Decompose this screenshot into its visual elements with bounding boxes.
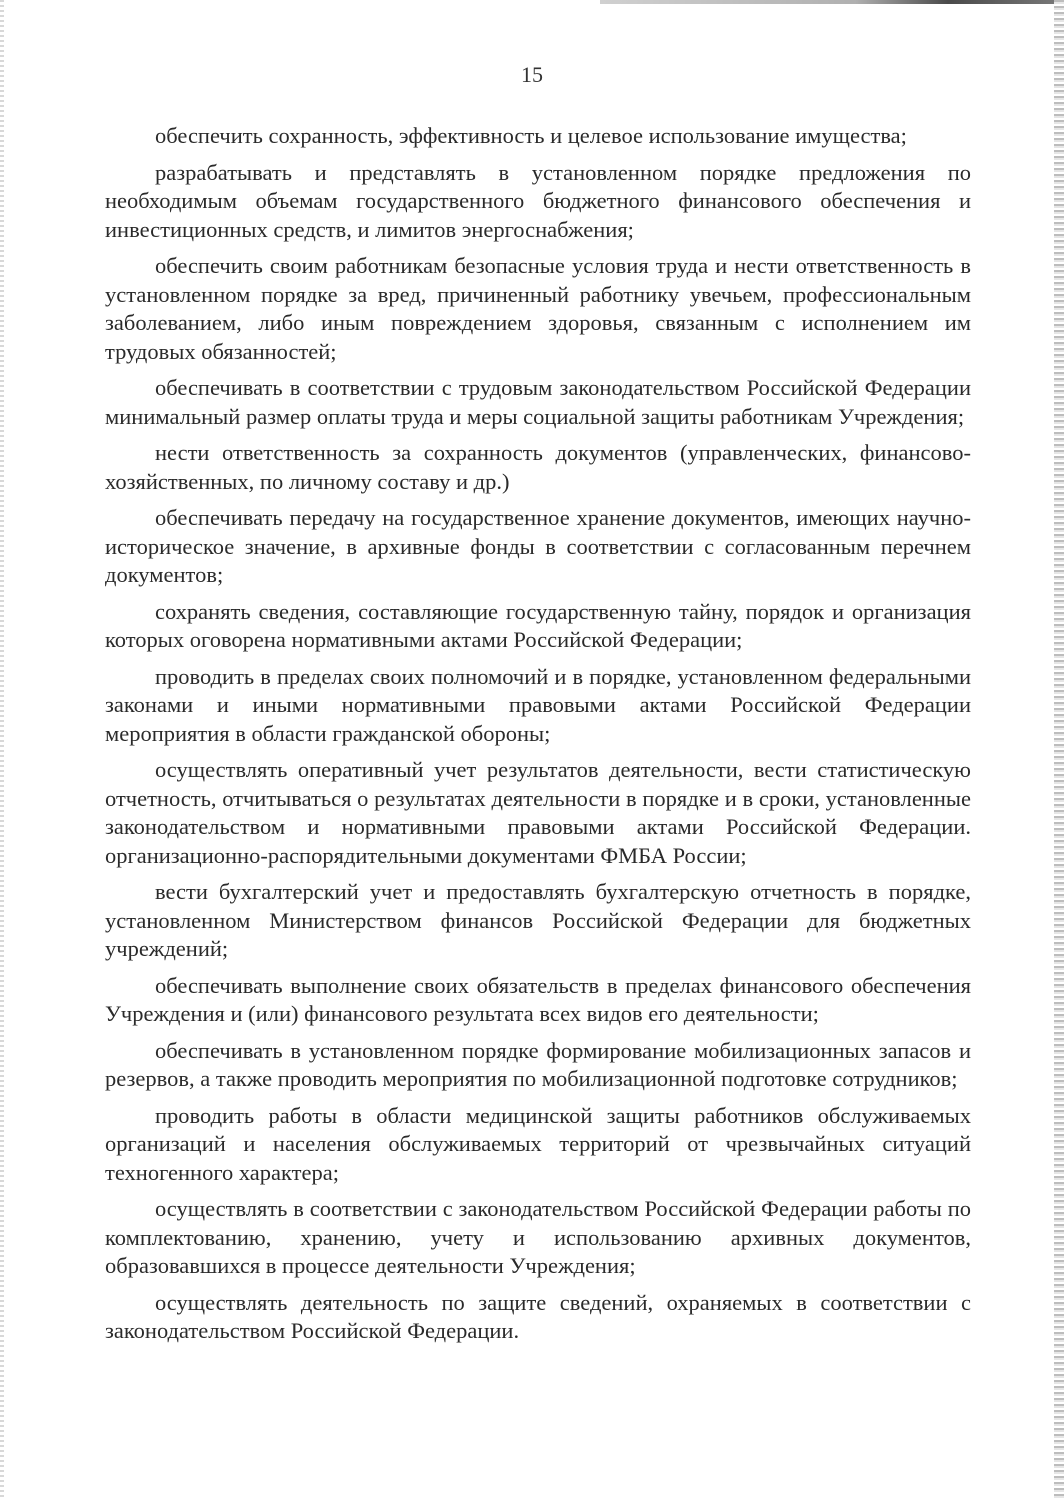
scan-edge-right (1054, 0, 1064, 1500)
paragraph: осуществлять в соответствии с законодательством Российской Федерации работы по комплектованию, хранению, учету и использованию архивных документов, образовавшихся в процессе деятельности Учреждения; (105, 1196, 971, 1278)
document-body (105, 122, 971, 1354)
scan-edge-top (600, 0, 1064, 4)
paragraph: осуществлять деятельность по защите сведений, охраняемых в соответствии с законодательством Российской Федерации. (105, 1289, 971, 1343)
paragraph: обеспечивать в соответствии с трудовым законодательством Российской Федерации минимальный размер оплаты труда и меры социальной защиты работникам Учреждения; (105, 375, 971, 429)
paragraph: разрабатывать и представлять в установленном порядке предложения по необходимым объемам государственного бюджетного финансового обеспечения и инвестиционных средств, и лимитов энергоснабжения; (105, 159, 971, 242)
paragraph: обеспечить своим работникам безопасные условия труда и нести ответственность в установленном порядке за вред, причиненный работнику увечьем, профессиональным заболеванием, либо иным повреждением здоровья, связанным с исполнением им трудовых обязанностей; (105, 253, 971, 364)
paragraph: обеспечивать передачу на государственное хранение документов, имеющих научно-историческое значение, в архивные фонды в соответствии с согласованным перечнем документов; (105, 505, 971, 587)
paragraph: обеспечивать в установленном порядке формирование мобилизационных запасов и резервов, а также проводить мероприятия по мобилизационной подготовке сотрудников; (105, 1037, 971, 1091)
paragraph: вести бухгалтерский учет и предоставлять бухгалтерскую отчетность в порядке, установленном Министерством финансов Российской Федерации для бюджетных учреждений; (105, 879, 971, 961)
paragraph: нести ответственность за сохранность документов (управленческих, финансово-хозяйственных, по личному составу и др.) (105, 440, 971, 494)
page-number: 15 (521, 62, 543, 87)
paragraph: сохранять сведения, составляющие государственную тайну, порядок и организация которых оговорена нормативными актами Российской Федерации; (105, 598, 971, 652)
paragraph: обеспечить сохранность, эффективность и целевое использование имущества; (155, 123, 907, 148)
scan-edge-left (0, 0, 4, 1500)
paragraph: осуществлять оперативный учет результатов деятельности, вести статистическую отчетность, отчитываться о результатах деятельности в порядке и в сроки, установленные законодательством и нормативными правовыми актами Российской Федерации. организационно-распорядительными документами ФМБА России; (105, 757, 971, 868)
paragraph: обеспечивать выполнение своих обязательств в пределах финансового обеспечения Учреждения и (или) финансового результата всех видов его деятельности; (105, 972, 971, 1026)
paragraph: проводить в пределах своих полномочий и в порядке, установленном федеральными законами и иными нормативными правовыми актами Российской Федерации мероприятия в области гражданской обороны; (105, 663, 971, 746)
paragraph: проводить работы в области медицинской защиты работников обслуживаемых организаций и населения обслуживаемых территорий от чрезвычайных ситуаций техногенного характера; (105, 1102, 971, 1185)
